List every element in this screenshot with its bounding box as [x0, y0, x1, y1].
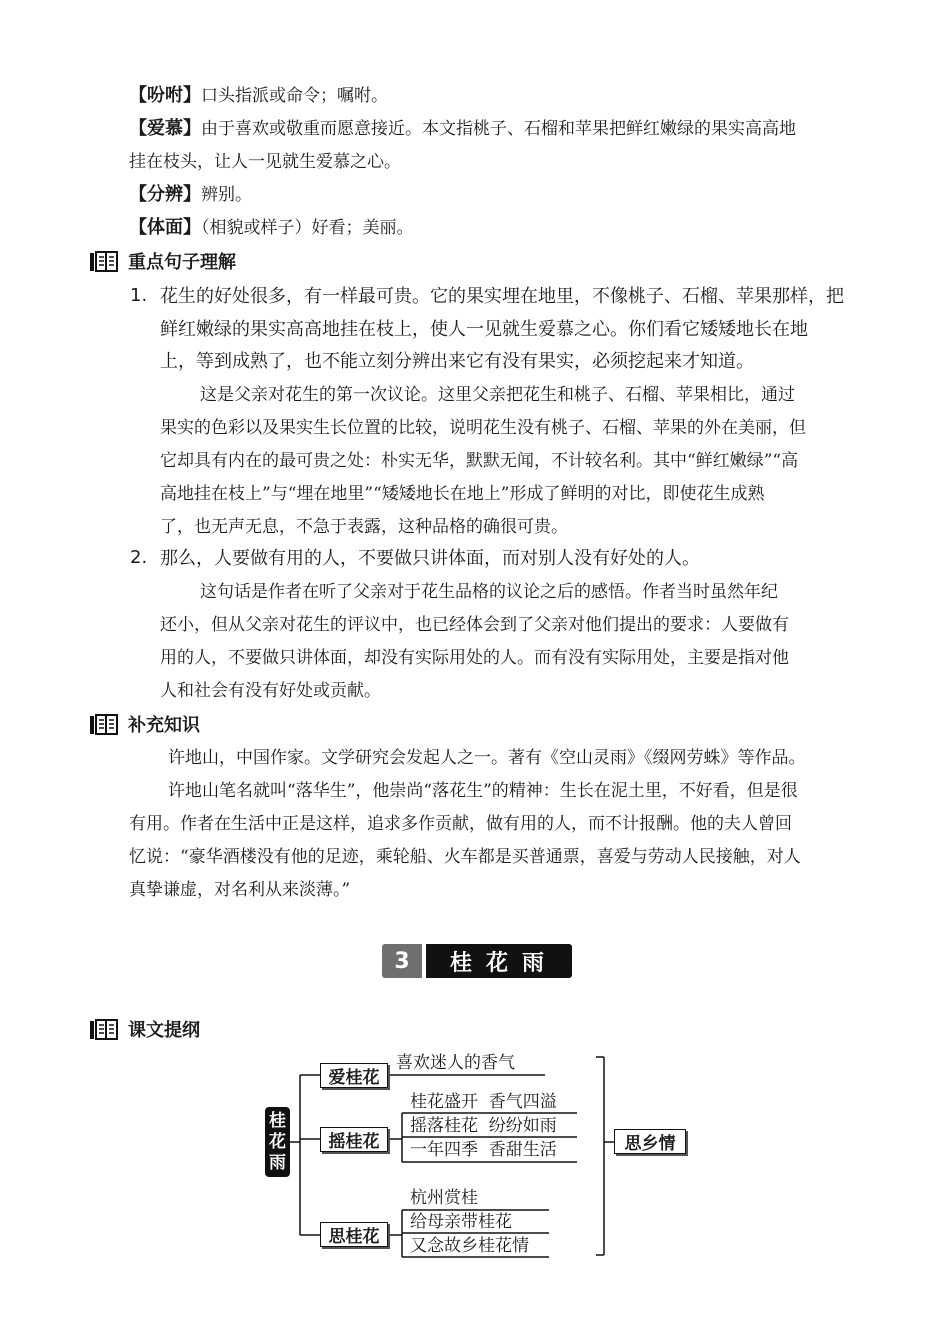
section-title: 重点句子理解: [128, 252, 236, 273]
outline-root-char: 雨: [269, 1152, 286, 1173]
analysis-line: 还小，但从父亲对花生的评议中，也已经体会到了父亲对他们提出的要求：人要做有: [160, 615, 789, 635]
outline-leaf: 喜欢迷人的香气: [396, 1053, 515, 1073]
item-number: 1.: [130, 285, 148, 306]
analysis-line: 高地挂在枝上”与“埋在地里”“矮矮地长在地上”形成了鲜明的对比，即使花生成熟: [160, 484, 765, 504]
supplement-line: 有用。作者在生活中正是这样，追求多作贡献，做有用的人，而不计报酬。他的夫人曾回: [129, 814, 792, 834]
section-title: 课文提纲: [128, 1020, 200, 1041]
section-title: 补充知识: [128, 715, 200, 736]
item-number: 2.: [130, 547, 148, 568]
quote-line: 上，等到成熟了，也不能立刻分辨出来它有没有果实，必须挖起来才知道。: [160, 351, 754, 372]
vocab-definition: 由于喜欢或敬重而愿意接近。本文指桃子、石榴和苹果把鲜红嫩绿的果实高高地: [201, 119, 796, 139]
analysis-line: 用的人，不要做只讲体面，却没有实际用处的人。而有没有实际用处，主要是指对他: [160, 648, 789, 668]
analysis-line: 了，也无声无息，不急于表露，这种品格的确很可贵。: [160, 517, 568, 537]
outline-leaf: 杭州赏桂: [410, 1188, 478, 1208]
outline-branch-box: 摇桂花: [320, 1127, 388, 1152]
vocab-term: 【体面】: [129, 217, 201, 238]
outline-leaf: 桂花盛开 香气四溢: [410, 1092, 557, 1112]
outline-leaf: 又念故乡桂花情: [410, 1236, 529, 1256]
lesson-title: 桂花雨: [426, 944, 572, 978]
outline-leaf: 给母亲带桂花: [410, 1212, 512, 1232]
quote-line: 鲜红嫩绿的果实高高地挂在枝上，使人一见就生爱慕之心。你们看它矮矮地长在地: [160, 319, 808, 340]
analysis-line: 它却具有内在的最可贵之处：朴实无华，默默无闻，不计较名利。其中“鲜红嫩绿”“高: [160, 451, 799, 471]
outline-leaf: 一年四季 香甜生活: [410, 1140, 557, 1160]
outline-branch-box: 爱桂花: [320, 1063, 388, 1088]
outline-root: [265, 1107, 290, 1177]
vocab-term: 【分辨】: [129, 184, 201, 205]
outline-root-char: 桂: [269, 1110, 286, 1131]
outline-conclusion-box: 思乡情: [614, 1129, 686, 1154]
supplement-line: 忆说：“豪华酒楼没有他的足迹，乘轮船、火车都是买普通票，喜爱与劳动人民接触，对人: [129, 847, 801, 867]
vocab-definition: 辨别。: [201, 185, 252, 205]
vocab-definition-continued: 挂在枝头，让人一见就生爱慕之心。: [129, 152, 401, 172]
supplement-line: 许地山，中国作家。文学研究会发起人之一。著有《空山灵雨》《缀网劳蛛》等作品。: [168, 748, 806, 768]
vocab-term: 【吩咐】: [129, 85, 201, 106]
outline-root-char: 花: [269, 1131, 286, 1152]
supplement-line: 许地山笔名就叫“落华生”，他崇尚“落花生”的精神：生长在泥土里，不好看，但是很: [168, 781, 798, 801]
analysis-line: 这句话是作者在听了父亲对于花生品格的议论之后的感悟。作者当时虽然年纪: [200, 582, 778, 602]
vocab-definition: （相貌或样子）好看；美丽。: [201, 218, 414, 238]
quote-line: 那么，人要做有用的人，不要做只讲体面，而对别人没有好处的人。: [160, 548, 700, 569]
outline-branch-box: 思桂花: [320, 1222, 388, 1247]
outline-leaf: 摇落桂花 纷纷如雨: [410, 1116, 557, 1136]
analysis-line: 这是父亲对花生的第一次议论。这里父亲把花生和桃子、石榴、苹果相比，通过: [200, 385, 795, 405]
lesson-number: 3: [382, 944, 422, 978]
quote-line: 花生的好处很多，有一样最可贵。它的果实埋在地里，不像桃子、石榴、苹果那样，把: [160, 286, 844, 307]
analysis-line: 人和社会有没有好处或贡献。: [160, 681, 381, 701]
vocab-term: 【爱慕】: [129, 118, 201, 139]
vocab-definition: 口头指派或命令；嘱咐。: [201, 86, 388, 106]
supplement-line: 真挚谦虚，对名利从来淡薄。”: [129, 880, 351, 900]
analysis-line: 果实的色彩以及果实生长位置的比较，说明花生没有桃子、石榴、苹果的外在美丽，但: [160, 418, 806, 438]
